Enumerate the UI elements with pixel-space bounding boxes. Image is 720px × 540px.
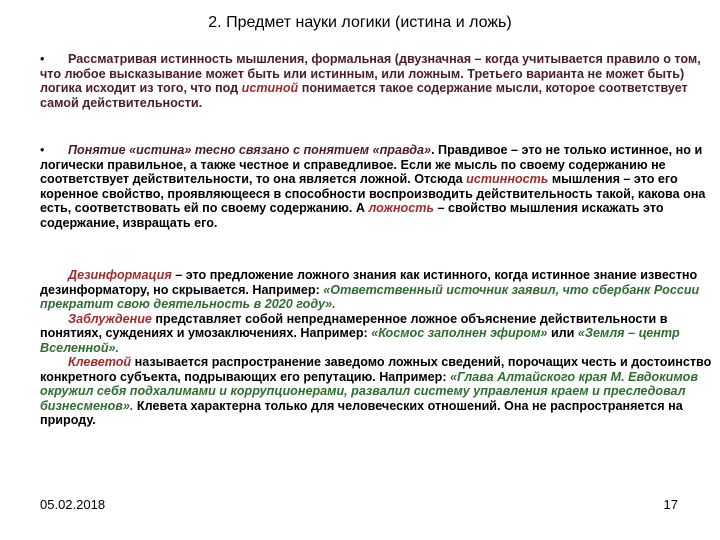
term-istina: истиной [241,81,299,95]
page-number: 17 [663,497,678,512]
bullet-marker: • [40,143,45,157]
example-slander: «Глава Алтайского края М. Евдокимов окружил себя подхалимами и коррупционерами, развалил систему управления краем и преследовал бизнесменов». [40,369,698,413]
term-zabluzhdenie: Заблуждение [68,311,152,326]
term-kleveta: Клеветой [68,355,132,369]
para2-text3: – свойство мышления искажать это содержание, извращать его. [40,201,664,230]
bullet-marker: • [40,52,45,66]
para3-text3: называется распространение заведомо ложных сведений, порочащих честь и достоинство конкретного субъекта, подрывающих его репутацию. Например: [40,355,712,384]
paragraph-truth-falsity [40,143,712,230]
term-istinnost: истинность [466,172,549,186]
or-word: или [550,326,575,340]
para3-text2: представляет собой непреднамеренное ложное объяснение действительности в понятиях, суждениях и умозаключениях. Например: [40,311,668,340]
example-disinformation: «Ответственный источник заявил, что сбербанк России прекратит свою деятельность в 2020 году». [40,282,700,311]
para2-text1: . Правдивое – это не только истинное, но и логически правильное, а также честное и справедливое. Если же мысль по своему содержанию не соответствует действительности, то она является ложной. Отсюда [40,143,703,186]
paragraph-disinformation [40,268,712,428]
example-earth: «Земля – центр Вселенной». [40,326,680,355]
slide-title: 2. Предмет науки логики (истина и ложь) [208,14,512,31]
para1-tail: понимается такое содержание мысли, которое соответствует самой действительности. [40,81,688,110]
para2-text2: мышления – это его коренное свойство, проявляющееся в способности воспроизводить действительность такой, какова она есть, соответствовать ей по своему содержанию. А [40,172,706,215]
term-dezinformatsiya: Дезинформация [68,268,172,282]
para3-text1: – это предложение ложного знания как истинного, когда истинное знание известно дезинформатору, но скрывается. Например: [40,268,698,297]
slide-date: 05.02.2018 [40,497,106,512]
paragraph-truth-definition [40,52,712,110]
para2-lead-italic: Понятие «истина» тесно связано с понятием «правда» [68,143,432,157]
para3-text4: Клевета характерна только для человеческих отношений. Она не распространяется на природу. [40,398,683,427]
term-lozhnost: ложность [368,201,434,215]
para1-lead: Рассматривая истинность мышления, формальная (двузначная – когда учитывается правило о том, что любое высказывание может быть или истинным, или ложным. Третьего варианта не может быть) логика исходит из того, что под [40,52,701,95]
example-cosmos: «Космос заполнен эфиром» [371,326,548,340]
